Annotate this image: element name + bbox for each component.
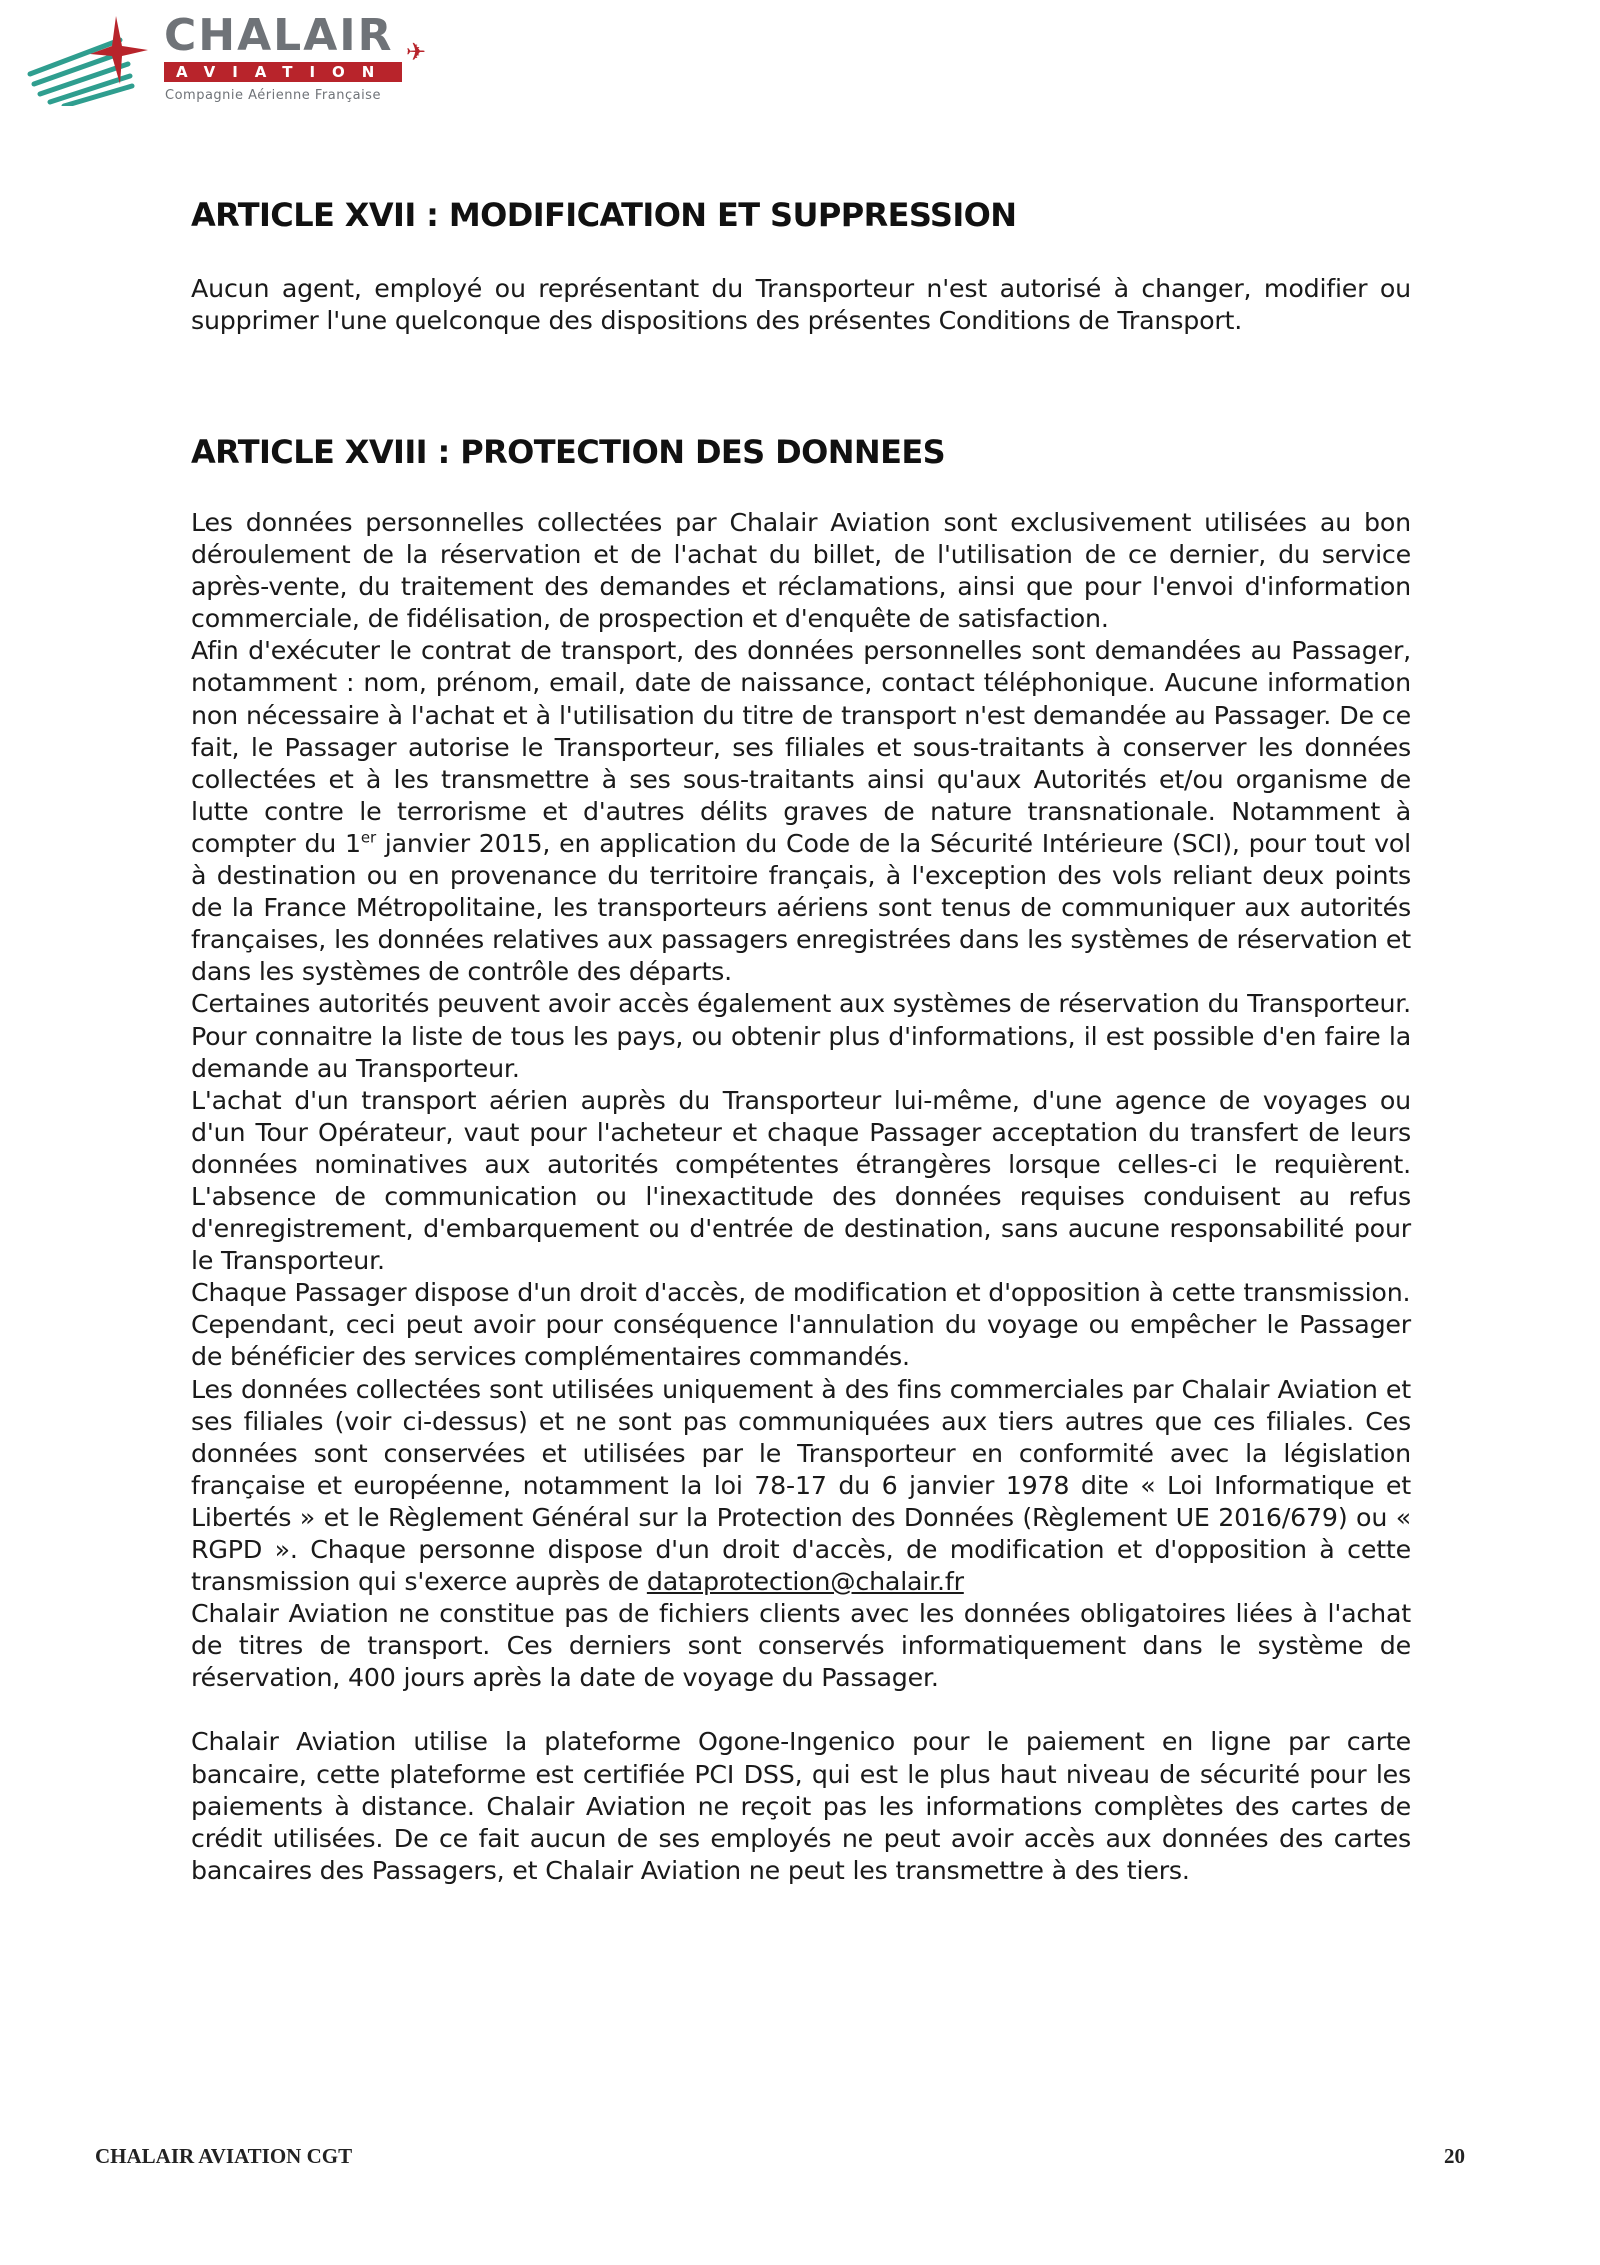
article-18-paragraph-8: Chalair Aviation ne constitue pas de fichiers clients avec les données obligatoires liées à l'achat de titres de transport. Ces derniers sont conservés informatiquement dans le système de réservation, 400 jours après la date de voyage du Passager.	[191, 1599, 1411, 1693]
article-18-title: ARTICLE XVIII : PROTECTION DES DONNEES	[191, 433, 946, 471]
article-18-paragraph-5: Chaque Passager dispose d'un droit d'accès, de modification et d'opposition à cette transmission.	[191, 1278, 1411, 1308]
article-18-paragraph-3: Certaines autorités peuvent avoir accès également aux systèmes de réservation du Transporteur. Pour connaitre la liste de tous les pays, ou obtenir plus d'informations, il est possible d'en faire la demande au Transporteur.	[191, 989, 1411, 1083]
article-18-body	[191, 507, 1411, 1887]
plane-icon: ✈	[406, 38, 427, 66]
article-18-paragraph-6: Cependant, ceci peut avoir pour conséquence l'annulation du voyage ou empêcher le Passager de bénéficier des services complémentaires commandés.	[191, 1310, 1411, 1372]
logo-band: AVIATION	[164, 62, 402, 82]
logo-name: CHALAIR	[164, 10, 394, 61]
paragraph-spacer	[191, 1694, 1411, 1726]
company-logo	[24, 10, 427, 106]
logo-tagline: Compagnie Aérienne Française	[165, 88, 381, 103]
footer-page-number: 20	[1444, 2144, 1465, 2168]
article-17-text: Aucun agent, employé ou représentant du Transporteur n'est autorisé à changer, modifier ou supprimer l'une quelconque des dispositions des présentes Conditions de Transport.	[191, 274, 1411, 336]
article-17-title: ARTICLE XVII : MODIFICATION ET SUPPRESSION	[191, 196, 1017, 234]
paragraph-2-part-b: janvier 2015, en application du Code de la Sécurité Intérieure (SCI), pour tout vol à destination ou en provenance du territoire français, à l'exception des vols reliant deux points de la France Métropolitaine, les transporteurs aériens sont tenus de communiquer aux autorités françaises, les données relatives aux passagers enregistrées dans les systèmes de réservation et dans les systèmes de contrôle des départs.	[191, 828, 1411, 987]
paragraph-2-part-a: Afin d'exécuter le contrat de transport, des données personnelles sont demandées au Passager, notamment : nom, prénom, email, date de naissance, contact téléphonique. Aucune information non nécessaire à l'achat et à l'utilisation du titre de transport n'est demandée au Passager. De ce fait, le Passager autorise le Transporteur, ses filiales et sous-traitants à conserver les données collectées et à les transmettre à ses sous-traitants ainsi qu'aux Autorités et/ou organisme de lutte contre le terrorisme et d'autres délits graves de nature transnationale. Notamment à compter du 1	[191, 636, 1411, 858]
article-18-paragraph-7	[191, 1374, 1411, 1599]
paragraph-7-text: Les données collectées sont utilisées uniquement à des fins commerciales par Chalair Aviation et ses filiales (voir ci-dessus) et ne sont pas communiquées aux tiers autres que ces filiales. Ces données sont conservées et utilisées par le Transporteur en conformité avec la législation française et européenne, notamment la loi 78-17 du 6 janvier 1978 dite « Loi Informatique et Libertés » et le Règlement Général sur la Protection des Données (Règlement UE 2016/679) ou « RGPD ». Chaque personne dispose d'un droit d'accès, de modification et d'opposition à cette transmission qui s'exerce auprès de	[191, 1374, 1411, 1597]
article-18-paragraph-2	[191, 635, 1411, 988]
logo-swoosh-icon	[24, 10, 164, 106]
article-18-paragraph-4: L'achat d'un transport aérien auprès du Transporteur lui-même, d'une agence de voyages ou d'un Tour Opérateur, vaut pour l'acheteur et chaque Passager acceptation du transfert de leurs données nominatives aux autorités compétentes étrangères lorsque celles-ci le requièrent. L'absence de communication ou l'inexactitude des données requises conduisent au refus d'enregistrement, d'embarquement ou d'entrée de destination, sans aucune responsabilité pour le Transporteur.	[191, 1085, 1411, 1276]
ordinal-superscript: er	[360, 828, 376, 847]
data-protection-email-link[interactable]: dataprotection@chalair.fr	[646, 1567, 964, 1597]
article-18-paragraph-1: Les données personnelles collectées par Chalair Aviation sont exclusivement utilisées au bon déroulement de la réservation et de l'achat du billet, de l'utilisation de ce dernier, du service après-vente, du traitement des demandes et réclamations, ainsi que pour l'envoi d'information commerciale, de fidélisation, de prospection et d'enquête de satisfaction.	[191, 508, 1411, 634]
footer-document-title: CHALAIR AVIATION CGT	[95, 2144, 353, 2168]
article-18-paragraph-9: Chalair Aviation utilise la plateforme Ogone-Ingenico pour le paiement en ligne par carte bancaire, cette plateforme est certifiée PCI DSS, qui est le plus haut niveau de sécurité pour les paiements à distance. Chalair Aviation ne reçoit pas les informations complètes des cartes de crédit utilisées. De ce fait aucun de ses employés ne peut avoir accès aux données des cartes bancaires des Passagers, et Chalair Aviation ne peut les transmettre à des tiers.	[191, 1727, 1411, 1885]
